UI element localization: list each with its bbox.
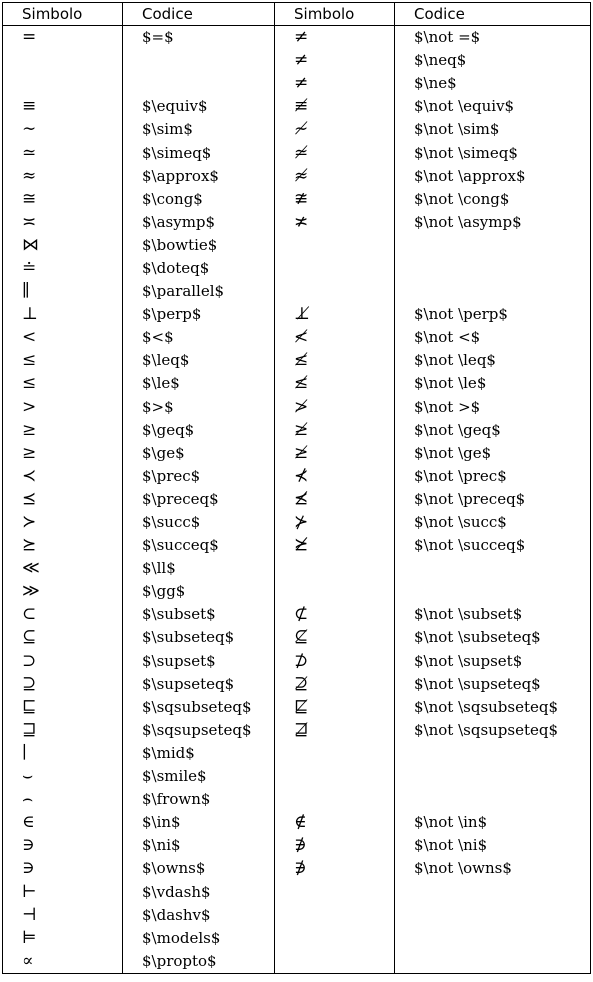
negated-symbol-cell: ≄ (275, 141, 395, 164)
negated-code-cell (395, 788, 591, 811)
code-cell: $\prec$ (123, 465, 275, 488)
symbol-cell: ≐ (3, 257, 123, 280)
code-cell: $\parallel$ (123, 280, 275, 303)
negated-symbol-cell: ∌ (275, 857, 395, 880)
symbol-cell: ≫ (3, 580, 123, 603)
negated-code-cell: $\not =$ (395, 26, 591, 50)
negated-symbol-cell (275, 580, 395, 603)
negated-code-cell: $\not \le$ (395, 372, 591, 395)
code-cell: $\frown$ (123, 788, 275, 811)
table-row (3, 26, 591, 50)
code-cell: $\doteq$ (123, 257, 275, 280)
negated-symbol-cell: ⊥̸ (275, 303, 395, 326)
table-row (3, 118, 591, 141)
table-row (3, 326, 591, 349)
code-cell: $\geq$ (123, 419, 275, 442)
symbol-cell: ≤ (3, 349, 123, 372)
code-cell: $\ni$ (123, 834, 275, 857)
table-row (3, 557, 591, 580)
negated-code-cell (395, 557, 591, 580)
negated-code-cell: $\not \succ$ (395, 511, 591, 534)
table-row (3, 165, 591, 188)
table-row (3, 465, 591, 488)
symbol-cell: ⊥ (3, 303, 123, 326)
code-cell: $\perp$ (123, 303, 275, 326)
negated-code-cell: $\not \equiv$ (395, 95, 591, 118)
negated-symbol-cell: ≁ (275, 118, 395, 141)
symbol-cell: ≻ (3, 511, 123, 534)
negated-code-cell (395, 880, 591, 903)
symbol-cell: ∋ (3, 857, 123, 880)
table-row (3, 626, 591, 649)
negated-symbol-cell (275, 765, 395, 788)
symbol-cell: < (3, 326, 123, 349)
code-cell: $\dashv$ (123, 904, 275, 927)
code-cell: $\cong$ (123, 188, 275, 211)
code-cell: $\approx$ (123, 165, 275, 188)
negated-symbol-cell: ⊅ (275, 650, 395, 673)
symbol-cell: ≅ (3, 188, 123, 211)
code-cell: $\succ$ (123, 511, 275, 534)
negated-code-cell: $\not \subseteq$ (395, 626, 591, 649)
negated-code-cell: $\not \sqsupseteq$ (395, 719, 591, 742)
table-row (3, 49, 591, 72)
code-cell: $\subseteq$ (123, 626, 275, 649)
negated-code-cell: $\not \leq$ (395, 349, 591, 372)
symbol-cell: ⪰ (3, 534, 123, 557)
negated-symbol-cell: ≰ (275, 349, 395, 372)
header-row (3, 3, 591, 26)
header-simbolo-2: Simbolo (275, 3, 395, 26)
negated-code-cell: $\ne$ (395, 72, 591, 95)
code-cell: $<$ (123, 326, 275, 349)
table-row (3, 349, 591, 372)
negated-symbol-cell (275, 880, 395, 903)
table-row (3, 719, 591, 742)
symbol-cell: ⊒ (3, 719, 123, 742)
symbol-table (2, 2, 591, 974)
negated-code-cell: $\not <$ (395, 326, 591, 349)
code-cell: $\sim$ (123, 118, 275, 141)
negated-symbol-cell: ≠ (275, 26, 395, 50)
negated-code-cell (395, 280, 591, 303)
negated-symbol-cell: ≰ (275, 372, 395, 395)
negated-symbol-cell: ≠ (275, 72, 395, 95)
symbol-cell: ≡ (3, 95, 123, 118)
negated-symbol-cell (275, 557, 395, 580)
code-cell: $\vdash$ (123, 880, 275, 903)
table-row (3, 442, 591, 465)
table-row (3, 834, 591, 857)
table-row (3, 280, 591, 303)
symbol-cell: ≈ (3, 165, 123, 188)
negated-code-cell: $\not \asymp$ (395, 211, 591, 234)
code-cell: $\equiv$ (123, 95, 275, 118)
code-cell: $=$ (123, 26, 275, 50)
negated-code-cell (395, 580, 591, 603)
negated-code-cell: $\neq$ (395, 49, 591, 72)
code-cell: $\asymp$ (123, 211, 275, 234)
symbol-cell: ⊑ (3, 696, 123, 719)
symbol-cell: ≪ (3, 557, 123, 580)
negated-symbol-cell (275, 742, 395, 765)
negated-code-cell (395, 234, 591, 257)
symbol-cell: ⌢ (3, 788, 123, 811)
table-row (3, 580, 591, 603)
negated-code-cell: $\not >$ (395, 396, 591, 419)
symbol-cell: ≥ (3, 442, 123, 465)
negated-symbol-cell (275, 950, 395, 974)
symbol-cell: ≤ (3, 372, 123, 395)
table-row (3, 857, 591, 880)
negated-symbol-cell: ⊈ (275, 626, 395, 649)
negated-code-cell (395, 950, 591, 974)
code-cell: $\bowtie$ (123, 234, 275, 257)
symbol-cell: = (3, 26, 123, 50)
negated-symbol-cell: ∌ (275, 834, 395, 857)
negated-symbol-cell: ≠ (275, 49, 395, 72)
negated-symbol-cell: ≉ (275, 165, 395, 188)
code-cell (123, 49, 275, 72)
negated-symbol-cell: ≢ (275, 95, 395, 118)
table-row (3, 488, 591, 511)
symbol-cell: ⊢ (3, 880, 123, 903)
symbol-cell: ∋ (3, 834, 123, 857)
table-row (3, 72, 591, 95)
code-cell: $\models$ (123, 927, 275, 950)
symbol-cell: ≃ (3, 141, 123, 164)
table-row (3, 303, 591, 326)
negated-symbol-cell: ⊉ (275, 673, 395, 696)
code-cell: $\sqsupseteq$ (123, 719, 275, 742)
negated-symbol-cell: ≯ (275, 396, 395, 419)
code-cell: $\supseteq$ (123, 673, 275, 696)
table-row (3, 673, 591, 696)
table-row (3, 141, 591, 164)
table-row (3, 811, 591, 834)
code-cell: $\succeq$ (123, 534, 275, 557)
negated-symbol-cell (275, 904, 395, 927)
code-cell: $\supset$ (123, 650, 275, 673)
table-row (3, 880, 591, 903)
code-cell: $\sqsubseteq$ (123, 696, 275, 719)
code-cell: $\preceq$ (123, 488, 275, 511)
negated-code-cell: $\not \sqsubseteq$ (395, 696, 591, 719)
negated-code-cell (395, 742, 591, 765)
negated-code-cell: $\not \subset$ (395, 603, 591, 626)
negated-code-cell: $\not \preceq$ (395, 488, 591, 511)
table-row (3, 372, 591, 395)
table-row (3, 742, 591, 765)
table-row (3, 234, 591, 257)
negated-symbol-cell: ≱ (275, 442, 395, 465)
negated-code-cell: $\not \owns$ (395, 857, 591, 880)
negated-code-cell (395, 765, 591, 788)
symbol-cell: ≥ (3, 419, 123, 442)
negated-symbol-cell: ⪯̸ (275, 488, 395, 511)
symbol-cell: ∣ (3, 742, 123, 765)
negated-code-cell: $\not \simeq$ (395, 141, 591, 164)
table-row (3, 788, 591, 811)
negated-symbol-cell: ≱ (275, 419, 395, 442)
negated-code-cell: $\not \supset$ (395, 650, 591, 673)
negated-symbol-cell: ⊄ (275, 603, 395, 626)
symbol-cell: ⊃ (3, 650, 123, 673)
symbol-cell: ⌣ (3, 765, 123, 788)
table-row (3, 927, 591, 950)
header-simbolo-1: Simbolo (3, 3, 123, 26)
symbol-cell: ⊇ (3, 673, 123, 696)
code-cell: $\propto$ (123, 950, 275, 974)
table-row (3, 696, 591, 719)
symbol-cell: ∝ (3, 950, 123, 974)
table-row (3, 419, 591, 442)
negated-code-cell (395, 257, 591, 280)
negated-symbol-cell: ⋣ (275, 719, 395, 742)
code-cell: $\subset$ (123, 603, 275, 626)
negated-symbol-cell (275, 257, 395, 280)
code-cell: $\mid$ (123, 742, 275, 765)
negated-symbol-cell: ⊀ (275, 465, 395, 488)
code-cell: $\owns$ (123, 857, 275, 880)
symbol-cell: ≺ (3, 465, 123, 488)
table-row (3, 211, 591, 234)
code-cell: $\le$ (123, 372, 275, 395)
negated-code-cell: $\not \approx$ (395, 165, 591, 188)
negated-symbol-cell: ≮ (275, 326, 395, 349)
table-header (3, 3, 591, 26)
negated-code-cell: $\not \prec$ (395, 465, 591, 488)
table-row (3, 603, 591, 626)
code-cell: $\simeq$ (123, 141, 275, 164)
negated-symbol-cell: ∉ (275, 811, 395, 834)
code-cell (123, 72, 275, 95)
table-row (3, 95, 591, 118)
negated-symbol-cell (275, 234, 395, 257)
symbol-cell: ⪯ (3, 488, 123, 511)
negated-symbol-cell (275, 788, 395, 811)
negated-code-cell (395, 904, 591, 927)
table-row (3, 511, 591, 534)
negated-code-cell: $\not \ge$ (395, 442, 591, 465)
negated-code-cell: $\not \sim$ (395, 118, 591, 141)
symbol-cell: ⊨ (3, 927, 123, 950)
symbol-cell: ∈ (3, 811, 123, 834)
table-row (3, 765, 591, 788)
negated-code-cell: $\not \geq$ (395, 419, 591, 442)
negated-code-cell (395, 927, 591, 950)
negated-code-cell: $\not \ni$ (395, 834, 591, 857)
symbol-cell: ⊣ (3, 904, 123, 927)
table-body (3, 26, 591, 974)
code-cell: $\in$ (123, 811, 275, 834)
negated-symbol-cell: ⪰̸ (275, 534, 395, 557)
code-cell: $\ll$ (123, 557, 275, 580)
negated-code-cell: $\not \cong$ (395, 188, 591, 211)
table-row (3, 257, 591, 280)
header-codice-1: Codice (123, 3, 275, 26)
code-cell: $\leq$ (123, 349, 275, 372)
symbol-cell: ⊂ (3, 603, 123, 626)
header-codice-2: Codice (395, 3, 591, 26)
symbol-cell (3, 72, 123, 95)
symbol-cell: ∥ (3, 280, 123, 303)
negated-symbol-cell (275, 927, 395, 950)
table-row (3, 950, 591, 974)
code-cell: $>$ (123, 396, 275, 419)
negated-code-cell: $\not \succeq$ (395, 534, 591, 557)
table-row (3, 650, 591, 673)
table-row (3, 904, 591, 927)
symbol-cell: ≍ (3, 211, 123, 234)
negated-code-cell: $\not \supseteq$ (395, 673, 591, 696)
code-cell: $\smile$ (123, 765, 275, 788)
code-cell: $\ge$ (123, 442, 275, 465)
negated-symbol-cell: ≭ (275, 211, 395, 234)
negated-code-cell: $\not \perp$ (395, 303, 591, 326)
negated-symbol-cell: ⊁ (275, 511, 395, 534)
table-row (3, 188, 591, 211)
negated-symbol-cell (275, 280, 395, 303)
symbol-cell: ⋈ (3, 234, 123, 257)
negated-code-cell: $\not \in$ (395, 811, 591, 834)
table-row (3, 534, 591, 557)
code-cell: $\gg$ (123, 580, 275, 603)
negated-symbol-cell: ⋢ (275, 696, 395, 719)
symbol-cell: > (3, 396, 123, 419)
symbol-cell: ⊆ (3, 626, 123, 649)
symbol-cell: ∼ (3, 118, 123, 141)
symbol-cell (3, 49, 123, 72)
table-row (3, 396, 591, 419)
negated-symbol-cell: ≇ (275, 188, 395, 211)
